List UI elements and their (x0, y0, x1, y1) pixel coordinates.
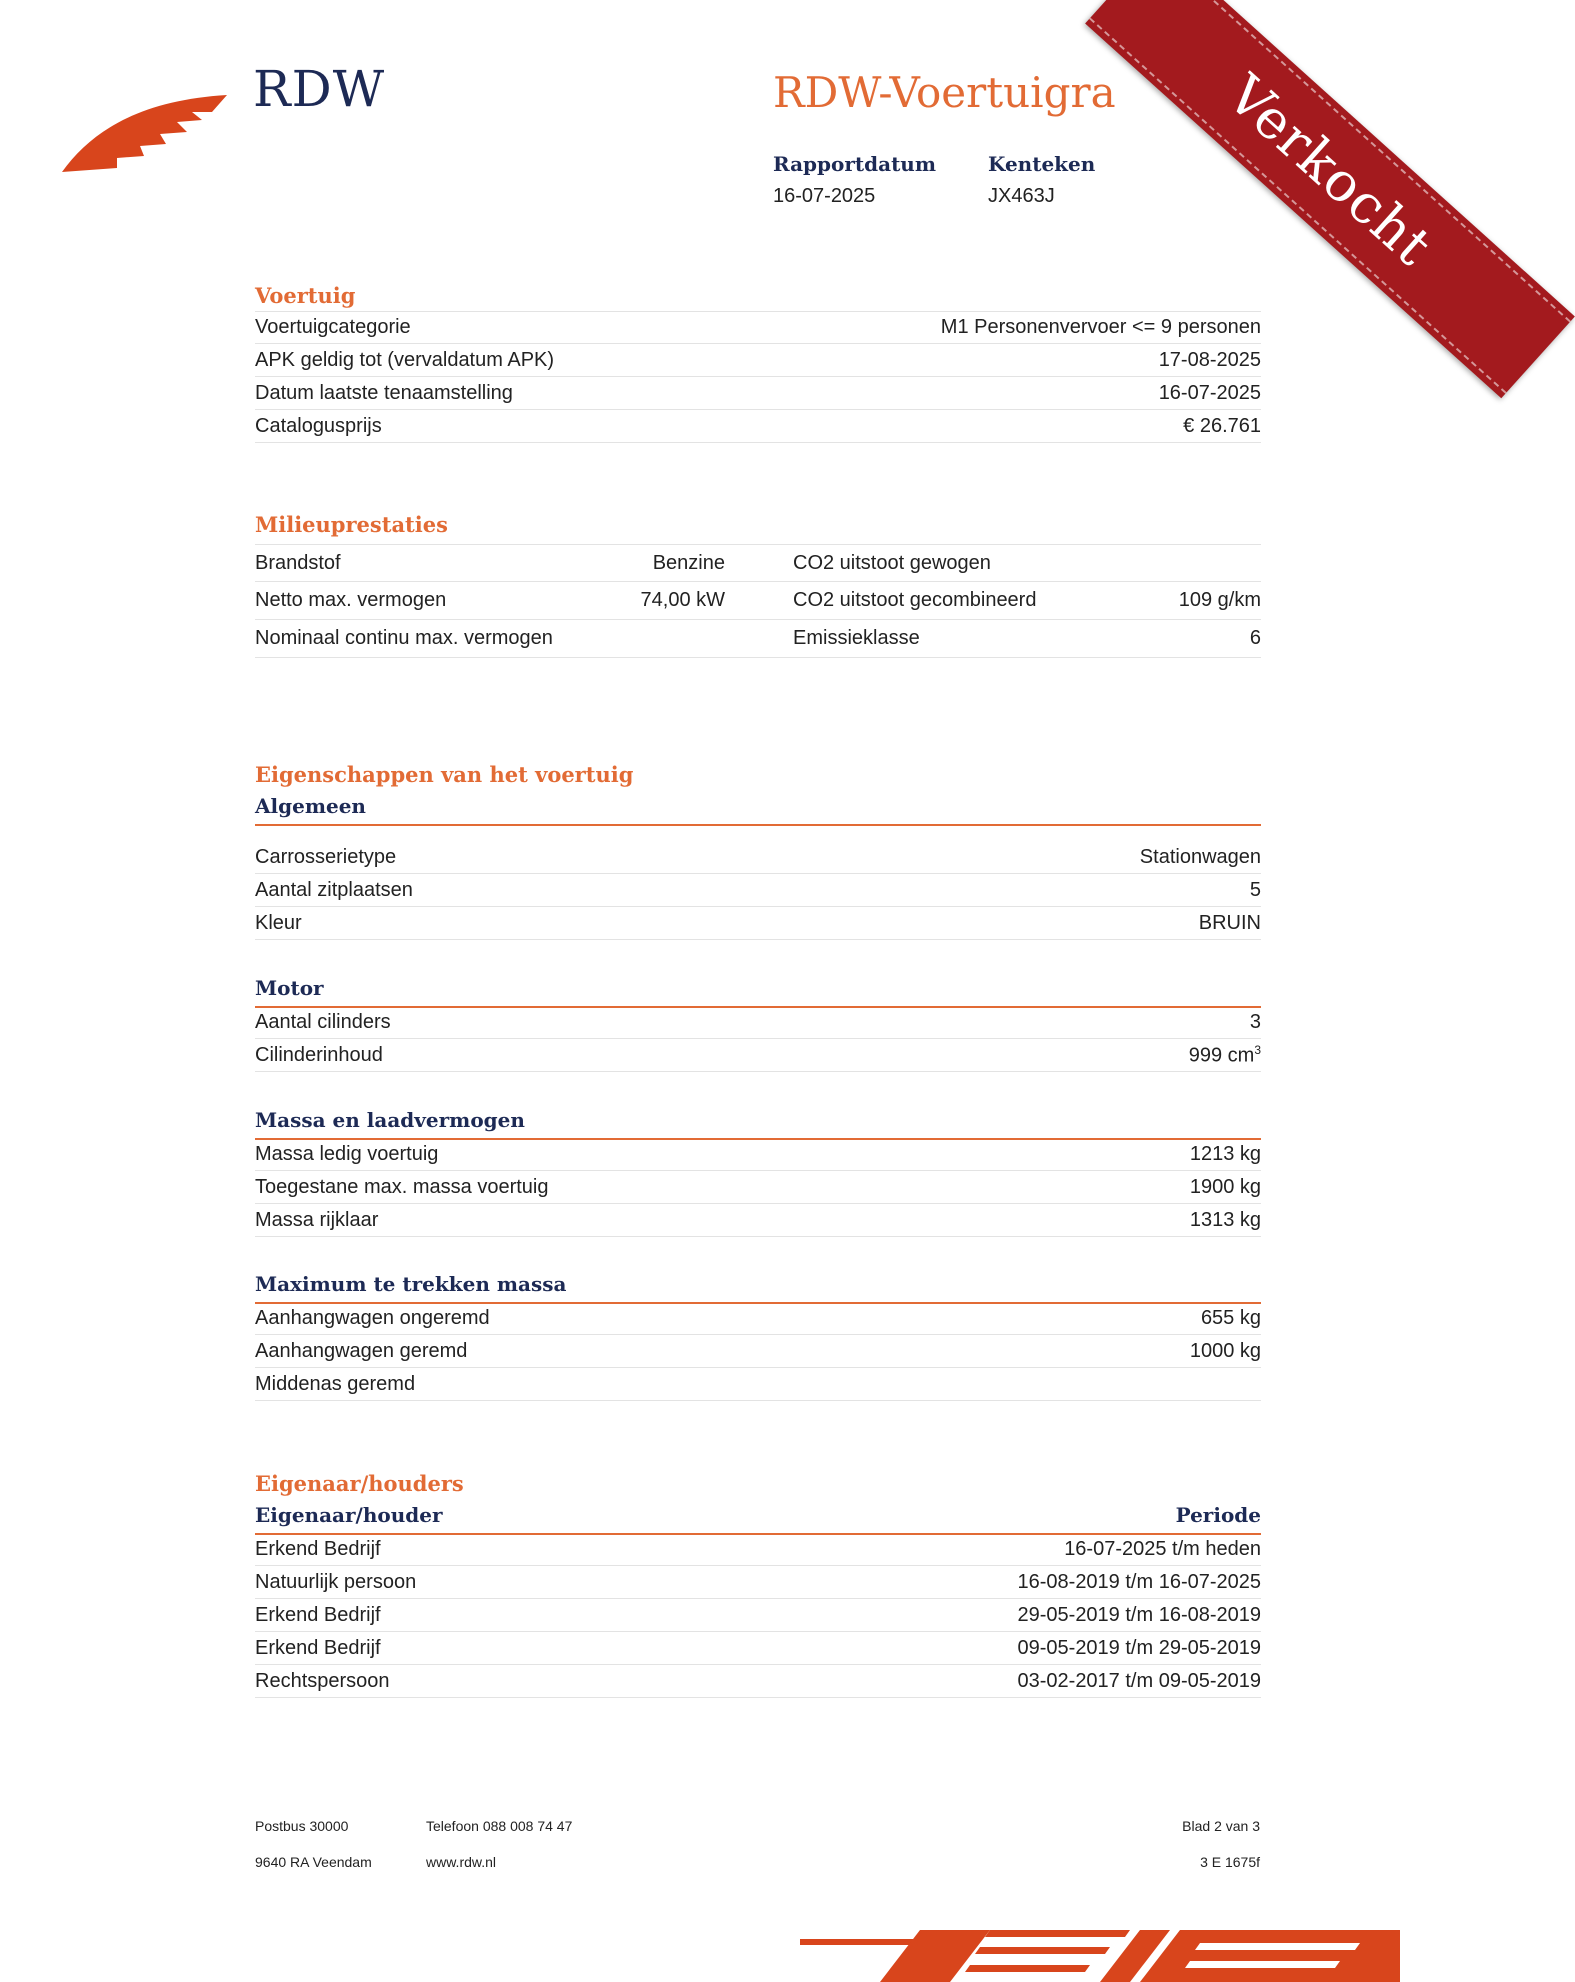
value-superscript: 3 (1254, 1042, 1261, 1057)
column-header-period: Periode (1175, 1503, 1261, 1527)
eigenaar-table-header (255, 1503, 1261, 1535)
table-row (255, 582, 1261, 620)
row-label: Aantal cilinders (255, 1010, 391, 1033)
report-date-value: 16-07-2025 (773, 185, 876, 207)
subsection-massa-title (255, 1108, 1261, 1140)
row-label: APK geldig tot (vervaldatum APK) (255, 348, 555, 371)
table-row (255, 1566, 1261, 1599)
row-value: 1900 kg (1189, 1175, 1261, 1198)
row-value: 16-08-2019 t/m 16-07-2025 (1017, 1570, 1261, 1593)
row-value: 1000 kg (1189, 1339, 1261, 1362)
subsection-trekken-title (255, 1272, 1261, 1304)
row-label: Aantal zitplaatsen (255, 878, 413, 901)
row-value: 74,00 kW (640, 589, 725, 611)
row-label: Nominaal continu max. vermogen (255, 627, 553, 649)
trekken-table (255, 1302, 1261, 1401)
row-value: 3 (1249, 1010, 1261, 1033)
table-row (255, 1138, 1261, 1171)
plate-label: Kenteken (988, 152, 1096, 176)
row-label: Datum laatste tenaamstelling (255, 381, 513, 404)
report-date-label: Rapportdatum (773, 152, 937, 176)
row-label: Erkend Bedrijf (255, 1603, 381, 1626)
row-value: M1 Personenvervoer <= 9 personen (940, 316, 1261, 338)
eigenaar-table (255, 1533, 1261, 1698)
row-value: 1213 kg (1189, 1142, 1261, 1165)
value-text: 999 cm (1188, 1044, 1255, 1067)
row-label: CO2 uitstoot gewogen (793, 551, 991, 574)
table-row (255, 544, 1261, 582)
row-value: 17-08-2025 (1158, 348, 1261, 371)
row-value: 5 (1249, 878, 1261, 901)
row-label: CO2 uitstoot gecombineerd (793, 589, 1037, 611)
row-value: Stationwagen (1139, 845, 1261, 868)
row-value: 16-07-2025 (1158, 381, 1261, 404)
table-row (255, 377, 1261, 410)
milieu-table (255, 544, 1261, 658)
row-label: Massa rijklaar (255, 1208, 379, 1231)
table-row (255, 410, 1261, 443)
column-header-owner: Eigenaar/houder (255, 1503, 443, 1527)
row-label: Aanhangwagen geremd (255, 1339, 468, 1362)
subsection-label: Maximum te trekken massa (255, 1272, 567, 1296)
row-label: Rechtspersoon (255, 1669, 390, 1692)
table-row (255, 874, 1261, 907)
row-label: Aanhangwagen ongeremd (255, 1306, 490, 1329)
subsection-algemeen-title (255, 794, 1261, 826)
footer-city: 9640 RA Veendam (255, 1854, 372, 1870)
table-row (255, 1171, 1261, 1204)
row-value: 16-07-2025 t/m heden (1064, 1537, 1261, 1560)
row-label: Carrosserietype (255, 845, 397, 868)
row-label: Emissieklasse (793, 627, 920, 649)
rdw-stripes-icon (800, 1925, 1400, 1982)
row-label: Cilinderinhoud (255, 1043, 383, 1066)
table-row (255, 907, 1261, 940)
table-row (255, 1665, 1261, 1698)
plate-value: JX463J (988, 185, 1055, 207)
row-label: Kleur (255, 911, 302, 934)
subsection-label: Algemeen (255, 794, 366, 818)
row-label: Erkend Bedrijf (255, 1537, 381, 1560)
row-label: Erkend Bedrijf (255, 1636, 381, 1659)
motor-table (255, 1006, 1261, 1072)
subsection-label: Massa en laadvermogen (255, 1108, 525, 1132)
footer-page-number: Blad 2 van 3 (1182, 1818, 1260, 1834)
footer-postbus: Postbus 30000 (255, 1818, 349, 1834)
document-title: RDW-Voertuigra (773, 68, 1116, 117)
row-value (1189, 1043, 1261, 1068)
table-row (255, 311, 1261, 344)
sold-ribbon-text: Verkocht (1215, 62, 1445, 278)
table-row (255, 1006, 1261, 1039)
table-row (255, 1204, 1261, 1237)
row-value: 29-05-2019 t/m 16-08-2019 (1017, 1603, 1261, 1626)
table-row (255, 1632, 1261, 1665)
section-milieu-title: Milieuprestaties (255, 512, 448, 537)
row-label: Massa ledig voertuig (255, 1142, 439, 1165)
row-label: Toegestane max. massa voertuig (255, 1175, 549, 1198)
row-value: 109 g/km (1178, 589, 1261, 611)
row-value: € 26.761 (1183, 414, 1261, 437)
row-value: 1313 kg (1189, 1208, 1261, 1231)
row-value: BRUIN (1198, 911, 1261, 934)
massa-table (255, 1138, 1261, 1237)
table-row (255, 841, 1261, 874)
row-value: 09-05-2019 t/m 29-05-2019 (1017, 1636, 1261, 1659)
brand-name: RDW (253, 60, 386, 118)
row-value: 655 kg (1200, 1306, 1261, 1329)
subsection-label: Motor (255, 976, 324, 1000)
footer-code: 3 E 1675f (1200, 1854, 1260, 1870)
table-row (255, 620, 1261, 658)
row-label: Middenas geremd (255, 1372, 416, 1395)
table-row (255, 1368, 1261, 1401)
section-eigenschappen-title: Eigenschappen van het voertuig (255, 762, 634, 787)
section-voertuig-title: Voertuig (255, 283, 356, 308)
row-label: Catalogusprijs (255, 414, 382, 437)
row-value: 03-02-2017 t/m 09-05-2019 (1017, 1669, 1261, 1692)
table-row (255, 1599, 1261, 1632)
table-row (255, 1533, 1261, 1566)
section-eigenaar-title: Eigenaar/houders (255, 1471, 464, 1496)
footer-phone: Telefoon 088 008 74 47 (426, 1818, 573, 1834)
footer-website-link[interactable]: www.rdw.nl (426, 1854, 497, 1870)
row-label: Brandstof (255, 551, 341, 574)
row-label: Voertuigcategorie (255, 316, 411, 338)
table-row (255, 1302, 1261, 1335)
table-row (255, 1335, 1261, 1368)
rdw-logo-icon (62, 90, 232, 180)
row-value: Benzine (652, 551, 725, 574)
subsection-motor-title (255, 976, 1261, 1008)
algemeen-table (255, 841, 1261, 940)
row-label: Netto max. vermogen (255, 589, 447, 611)
row-label: Natuurlijk persoon (255, 1570, 417, 1593)
table-row (255, 344, 1261, 377)
voertuig-table (255, 311, 1261, 443)
table-row (255, 1039, 1261, 1072)
row-value: 6 (1249, 627, 1261, 649)
